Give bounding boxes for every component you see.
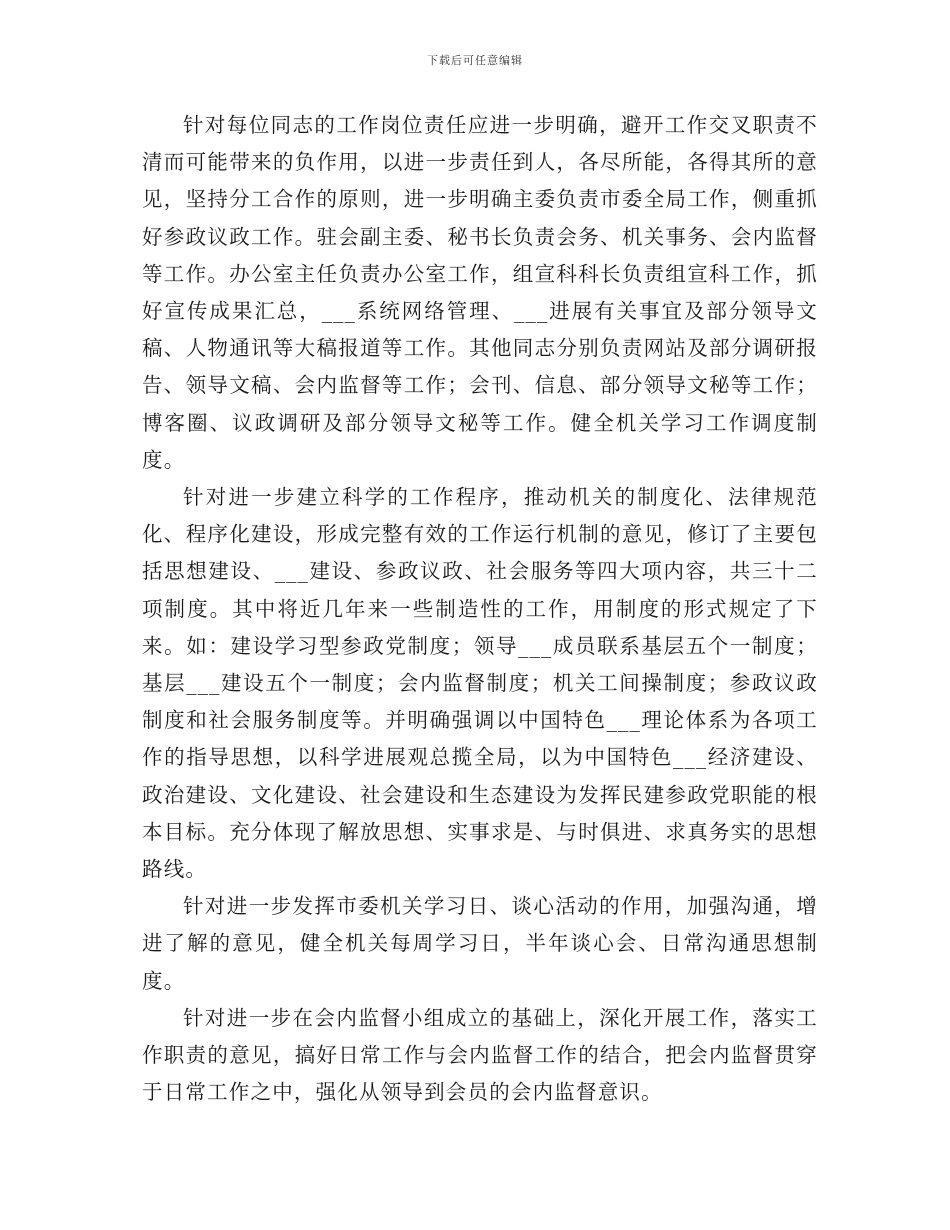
paragraph-work-procedures: 针对进一步建立科学的工作程序，推动机关的制度化、法律规范化、程序化建设，形成完整有效的工作运行机制的意见，修订了主要包括思想建设、___建设、参政议政、社会服务等四大项内容，共三十二项制度。其中将近几年来一些制造性的工作，用制度的形式规定了下来。如：建设学习型参政党制度；领导___成员联系基层五个一制度；基层___建设五个一制度；会内监督制度；机关工间操制度；参政议政制度和社会服务制度等。并明确强调以中国特色___理论体系为各项工作的指导思想，以科学进展观总揽全局，以为中国特色___经济建设、政治建设、文化建设、社会建设和生态建设为发挥民建参政党职能的根本目标。充分体现了解放思想、实事求是、与时俱进、求真务实的思想路线。 bbox=[142, 485, 818, 882]
page-header: 下载后可任意编辑 bbox=[427, 54, 523, 67]
paragraph-study-day: 针对进一步发挥市委机关学习日、谈心活动的作用，加强沟通，增进了解的意见，健全机关每周学习日，半年谈心会、日常沟通思想制度。 bbox=[142, 894, 818, 993]
paragraph-internal-supervision: 针对进一步在会内监督小组成立的基础上，深化开展工作，落实工作职责的意见，搞好日常工作与会内监督工作的结合，把会内监督贯穿于日常工作之中，强化从领导到会员的会内监督意识。 bbox=[142, 1005, 818, 1105]
document-body bbox=[142, 107, 818, 1111]
paragraph-work-responsibilities: 针对每位同志的工作岗位责任应进一步明确，避开工作交叉职责不清而可能带来的负作用，以进一步责任到人，各尽所能，各得其所的意见，坚持分工合作的原则，进一步明确主委负责市委全局工作，侧重抓好参政议政工作。驻会副主委、秘书长负责会务、机关事务、会内监督等工作。办公室主任负责办公室工作，组宣科科长负责组宣科工作，抓好宣传成果汇总，___系统网络管理、___进展有关事宜及部分领导文稿、人物通讯等大稿报道等工作。其他同志分别负责网站及部分调研报告、领导文稿、会内监督等工作；会刊、信息、部分领导文秘等工作；博客圈、议政调研及部分领导文秘等工作。健全机关学习工作调度制度。 bbox=[142, 113, 818, 472]
